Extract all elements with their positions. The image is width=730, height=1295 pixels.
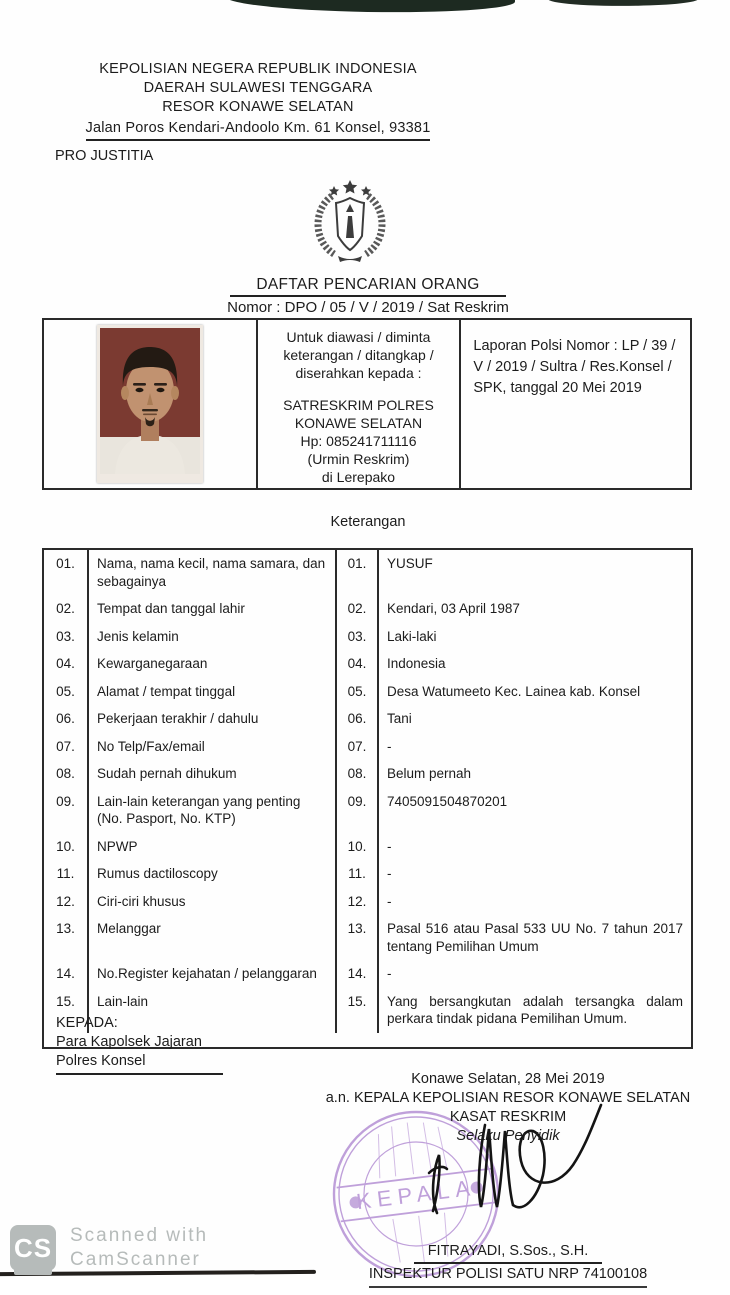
row-number-right: 09. [335, 788, 377, 833]
camscanner-text-line2: CamScanner [70, 1249, 201, 1270]
row-number-right: 11. [335, 860, 377, 888]
keterangan-table [42, 548, 693, 1049]
row-number-left: 10. [56, 838, 75, 854]
document-number: Nomor : DPO / 05 / V / 2019 / Sat Reskrim [227, 299, 509, 316]
table-row [44, 960, 691, 988]
keterangan-table-body [44, 550, 691, 1033]
row-number-right: 06. [335, 705, 377, 733]
row-number-left: 03. [56, 628, 75, 644]
kepada-line1: KEPADA: [56, 1015, 118, 1031]
table-row [44, 888, 691, 916]
row-number-left: 09. [56, 793, 75, 809]
suspect-photo [97, 325, 203, 483]
letterhead-address: Jalan Poros Kendari-Andoolo Km. 61 Konsel, 93381 [86, 119, 431, 141]
row-label: No Telp/Fax/email [87, 733, 335, 761]
row-value: - [377, 960, 691, 988]
row-number-right: 13. [335, 915, 377, 960]
camscanner-watermark [10, 1224, 208, 1272]
row-value: - [377, 888, 691, 916]
row-number-left: 05. [56, 683, 75, 699]
letterhead-line1: KEPOLISIAN NEGERA REPUBLIK INDONESIA [99, 61, 417, 77]
police-report-cell [459, 320, 690, 488]
row-label: Nama, nama kecil, nama samara, dan sebagainya [87, 550, 335, 595]
row-label: Lain-lain keterangan yang penting (No. Pasport, No. KTP) [87, 788, 335, 833]
table-row [44, 650, 691, 678]
kepada-line3: Polres Konsel [56, 1052, 223, 1075]
row-number-left: 04. [56, 656, 75, 671]
row-label: Kewarganegaraan [87, 650, 335, 678]
table-row [44, 678, 691, 706]
row-value: Belum pernah [377, 760, 691, 788]
police-report-number: Laporan Polsi Nomor : LP / 39 / V / 2019 / Sultra / Res.Konsel / SPK, tanggal 20 Mei 2019 [473, 338, 676, 396]
signature-role: Selaku Penyidik [456, 1128, 560, 1144]
row-number-left: 07. [56, 738, 75, 754]
row-label: Jenis kelamin [87, 623, 335, 651]
signature-space [296, 1146, 720, 1242]
document-title-block [184, 276, 552, 316]
signature-position: KASAT RESKRIM [449, 1109, 567, 1125]
row-number-left: 15. [56, 993, 75, 1009]
row-number-left: 02. [56, 601, 75, 616]
table-row [44, 760, 691, 788]
unit-phone: Hp: 085241711116 [300, 433, 417, 449]
document-title: DAFTAR PENCARIAN ORANG [230, 276, 505, 297]
row-number-left: 06. [56, 711, 75, 726]
unit-note: (Urmin Reskrim) [307, 451, 410, 467]
row-number-left: 08. [56, 766, 75, 781]
unit-line1: SATRESKRIM POLRES [283, 397, 434, 413]
keterangan-heading: Keterangan [330, 514, 406, 530]
row-number-right: 05. [335, 678, 377, 706]
letterhead-line3: RESOR KONAWE SELATAN [162, 99, 354, 115]
scan-artifact-top [225, 0, 515, 13]
row-number-left: 14. [56, 966, 75, 981]
signature-on-behalf: a.n. KEPALA KEPOLISIAN RESOR KONAWE SELATAN [325, 1090, 691, 1106]
row-value: - [377, 860, 691, 888]
table-row [44, 705, 691, 733]
row-number-right: 02. [335, 595, 377, 623]
row-value: Tani [377, 705, 691, 733]
camscanner-text [70, 1224, 208, 1272]
kepada-line2: Para Kapolsek Jajaran [56, 1034, 202, 1050]
row-number-right: 04. [335, 650, 377, 678]
letterhead [38, 60, 478, 141]
pro-justitia-label: PRO JUSTITIA [55, 148, 154, 164]
row-number-left: 11. [56, 866, 75, 881]
row-label: Pekerjaan terakhir / dahulu [87, 705, 335, 733]
subject-table [42, 318, 692, 490]
police-emblem-icon [300, 178, 400, 270]
row-label: Tempat dan tanggal lahir [87, 595, 335, 623]
table-row [44, 833, 691, 861]
row-value: - [377, 733, 691, 761]
table-row [44, 623, 691, 651]
camscanner-logo-text: CS [13, 1232, 53, 1263]
row-value: 7405091504870201 [377, 788, 691, 833]
row-label: Alamat / tempat tinggal [87, 678, 335, 706]
row-number-right: 08. [335, 760, 377, 788]
signatory-name: FITRAYADI, S.Sos., S.H. [414, 1242, 603, 1264]
row-number-right: 07. [335, 733, 377, 761]
row-value: Indonesia [377, 650, 691, 678]
row-value: YUSUF [377, 550, 691, 595]
table-row [44, 860, 691, 888]
row-number-left: 01. [56, 556, 75, 571]
row-value: Yang bersangkutan adalah tersangka dalam perkara tindak pidana Pemilihan Umum. [377, 988, 691, 1033]
scan-artifact-top-right [548, 0, 698, 7]
table-row [44, 788, 691, 833]
kepada-block [56, 1014, 223, 1075]
row-number-right: 15. [335, 988, 377, 1033]
row-number-right: 12. [335, 888, 377, 916]
letterhead-line2: DAERAH SULAWESI TENGGARA [143, 80, 373, 96]
signature-block [296, 1070, 720, 1288]
row-label: Melanggar [87, 915, 335, 960]
row-number-left: 12. [56, 893, 75, 909]
camscanner-logo-icon [10, 1225, 56, 1271]
camscanner-text-line1: Scanned with [70, 1225, 209, 1246]
table-row [44, 595, 691, 623]
table-row [44, 733, 691, 761]
unit-location: di Lerepako [321, 469, 396, 485]
table-row [44, 915, 691, 960]
row-label: Sudah pernah dihukum [87, 760, 335, 788]
subject-instruction-cell [256, 320, 460, 488]
row-value: - [377, 833, 691, 861]
unit-line2: KONAWE SELATAN [294, 415, 423, 431]
row-number-right: 10. [335, 833, 377, 861]
row-value: Pasal 516 atau Pasal 533 UU No. 7 tahun 2017 tentang Pemilihan Umum [377, 915, 691, 960]
subject-photo-cell [44, 320, 256, 488]
row-number-right: 03. [335, 623, 377, 651]
signature-place-date: Konawe Selatan, 28 Mei 2019 [411, 1071, 605, 1087]
row-number-left: 13. [56, 921, 75, 936]
table-row [44, 550, 691, 595]
stamp-text: KEPALA [354, 1174, 478, 1215]
row-label: NPWP [87, 833, 335, 861]
row-value: Kendari, 03 April 1987 [377, 595, 691, 623]
row-label: No.Register kejahatan / pelanggaran [87, 960, 335, 988]
row-value: Desa Watumeeto Kec. Lainea kab. Konsel [377, 678, 691, 706]
row-label: Rumus dactiloscopy [87, 860, 335, 888]
row-value: Laki-laki [377, 623, 691, 651]
row-number-right: 01. [335, 550, 377, 595]
instruction-text: Untuk diawasi / diminta keterangan / ditangkap / diserahkan kepada : [283, 329, 434, 381]
row-label: Lain-lain [87, 988, 335, 1033]
row-number-right: 14. [335, 960, 377, 988]
row-label: Ciri-ciri khusus [87, 888, 335, 916]
signatory-rank-nrp: INSPEKTUR POLISI SATU NRP 74100108 [369, 1265, 647, 1288]
